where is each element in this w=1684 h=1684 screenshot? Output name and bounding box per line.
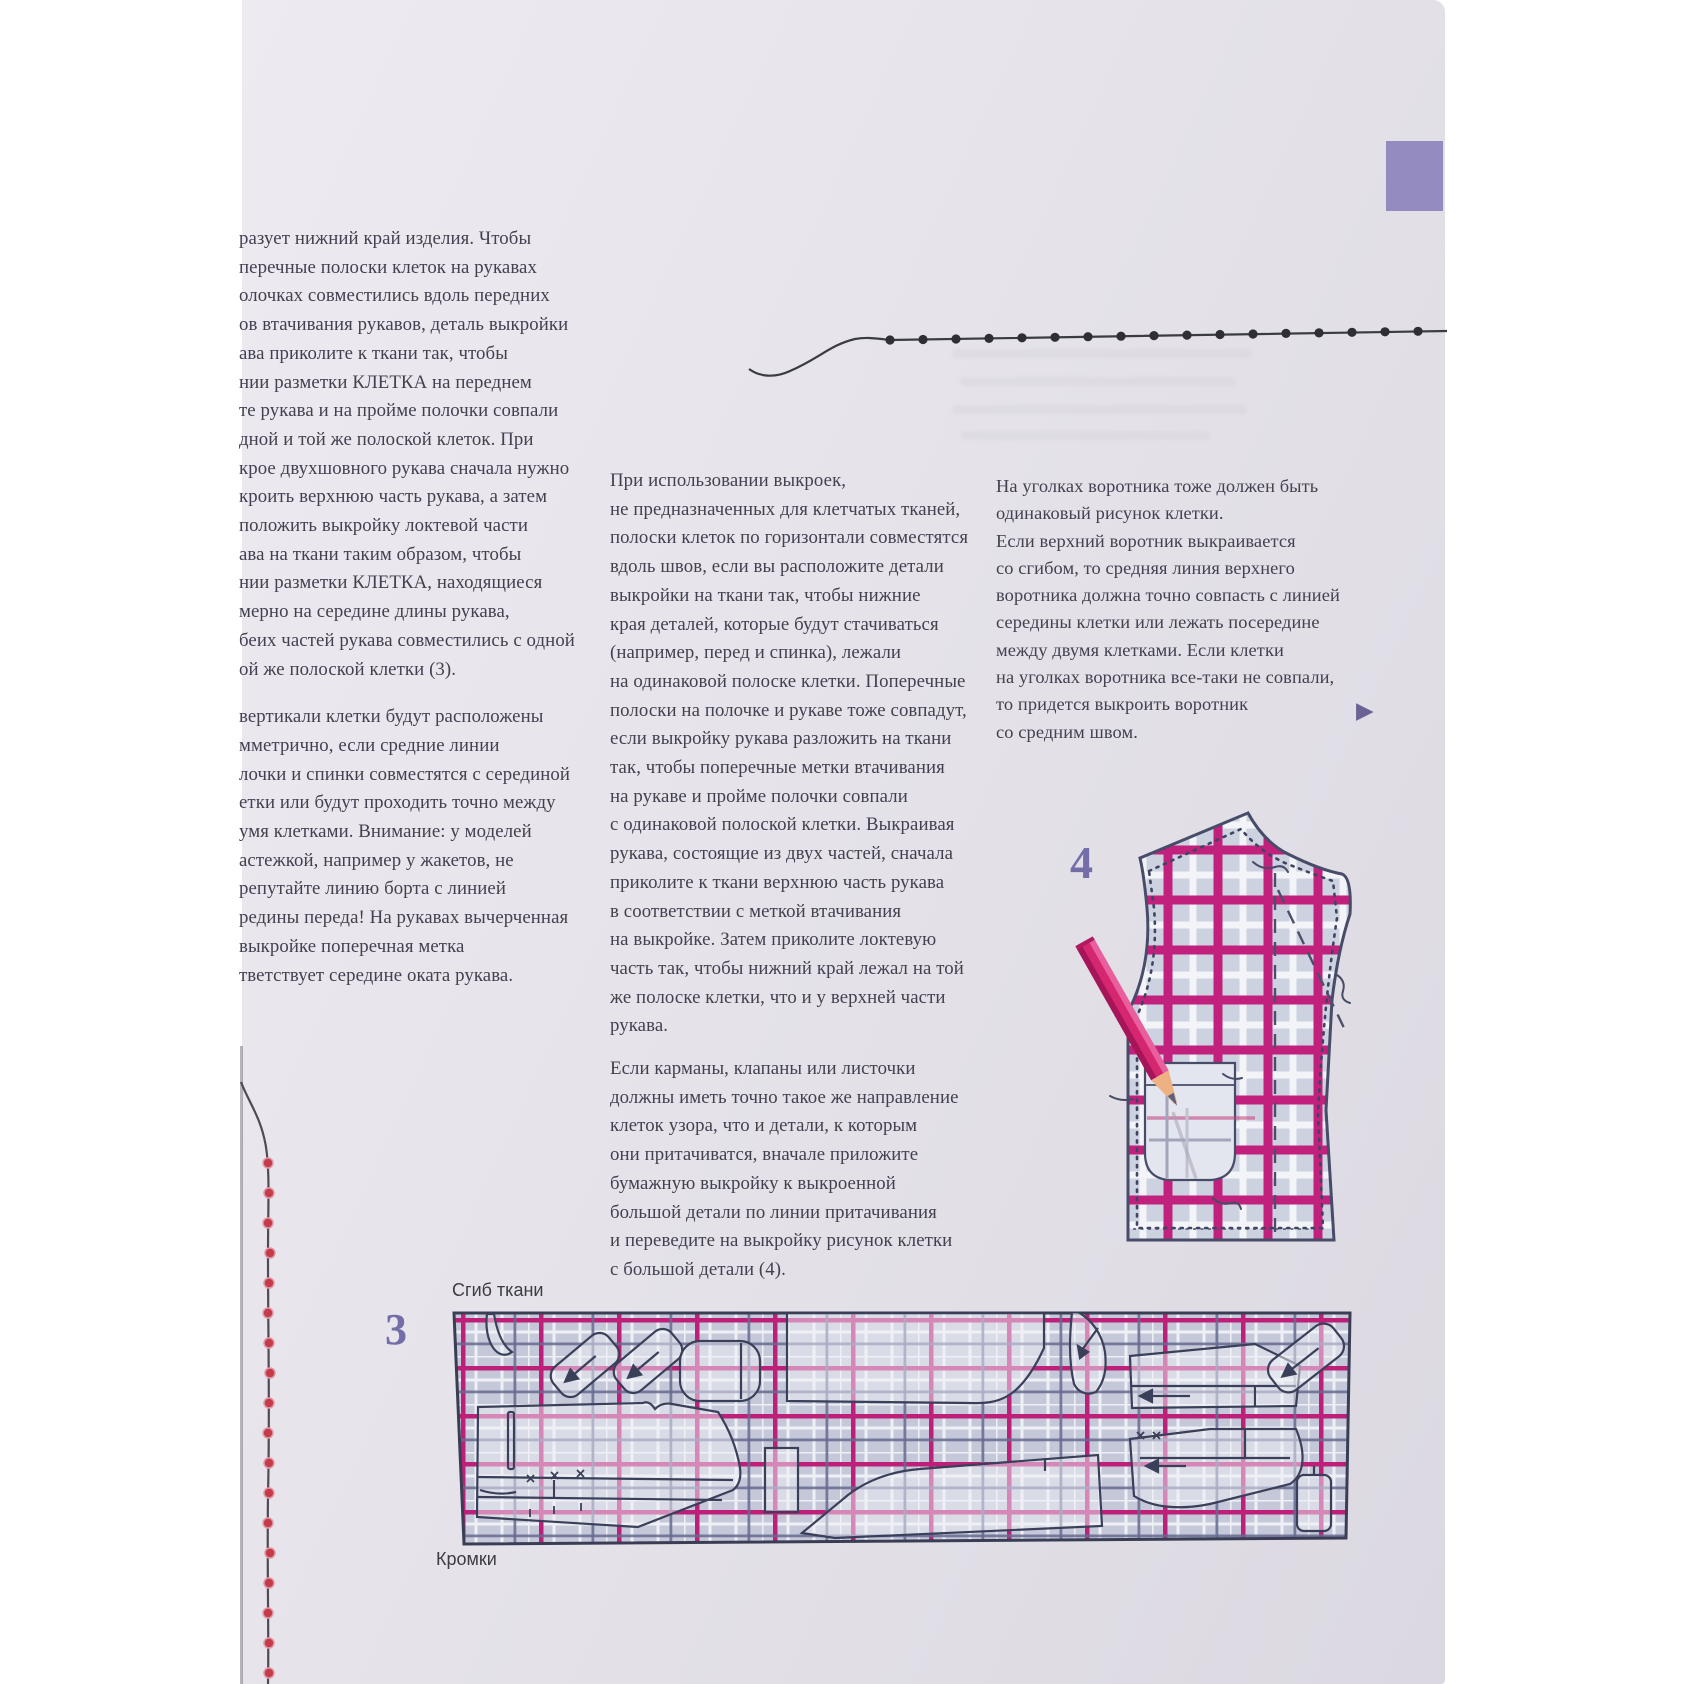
paragraph (610, 1055, 968, 1285)
text-line: со сгибом, то средняя линия верхнего (996, 557, 1295, 578)
figure4-number: 4 (1070, 837, 1093, 888)
text-line: дной и той же полоской клеток. При (239, 428, 534, 450)
text-line: лочки и спинки совместятся с серединой (239, 763, 571, 785)
text-line: на одинаковой полоске клетки. Поперечные (610, 670, 966, 692)
text-line: При использовании выкроек, (610, 470, 847, 491)
text-line: так, чтобы поперечные метки втачивания (610, 757, 945, 779)
text-line: Если карманы, клапаны или листочки (610, 1058, 916, 1080)
paragraph (239, 225, 575, 684)
text-line: редины переда! На рукавах вычерченная (239, 907, 569, 929)
text-line: не предназначенных для клетчатых тканей, (610, 498, 961, 520)
text-line: етки или будут проходить точно между (239, 792, 556, 814)
text-line: если выкройку рукава разложить на ткани (610, 728, 952, 750)
text-line: ов втачивания рукавов, деталь выкройки (239, 314, 569, 336)
text-line: ава на ткани таким образом, чтобы (239, 543, 522, 565)
text-line: нии разметки КЛЕТКА на переднем (239, 371, 532, 393)
figure3-selvage-label: Кромки (436, 1549, 497, 1569)
text-line: разует нижний край изделия. Чтобы (239, 228, 532, 249)
text-line: с одинаковой полоской клетки. Выкраивая (610, 814, 955, 836)
text-line: со средним швом. (996, 721, 1138, 742)
figure3-fold-label: Сгиб ткани (452, 1280, 544, 1300)
figure4-illustration (1015, 778, 1375, 1273)
text-line: полоски клеток по горизонтали совместятся (610, 527, 969, 549)
text-line: полоски на полочке и рукаве тоже совпадут, (610, 699, 967, 721)
text-line: с большой детали (4). (610, 1258, 786, 1280)
text-line: мметрично, если средние линии (239, 734, 500, 756)
text-line: выкройке поперечная метка (239, 935, 465, 957)
text-column-middle (610, 467, 968, 1285)
text-column-right (996, 473, 1340, 746)
stitch-line-top (690, 300, 1450, 395)
text-line: на рукаве и пройме полочки совпали (610, 785, 908, 807)
figure3-illustration (450, 1308, 1355, 1550)
text-line: кроить верхнюю часть рукава, а затем (239, 486, 548, 508)
text-line: они притачиватся, вначале приложите (610, 1144, 919, 1166)
text-line: выкройки на ткани так, чтобы нижние (610, 584, 921, 606)
paragraph (996, 473, 1340, 746)
text-line: те рукава и на пройме полочки совпали (239, 400, 559, 422)
text-line: же полоске клетки, что и у верхней части (610, 986, 946, 1008)
text-line: умя клетками. Внимание: у моделей (239, 821, 532, 843)
text-line: крое двухшовного рукава сначала нужно (239, 457, 570, 479)
text-line: часть так, чтобы нижний край лежал на той (610, 957, 964, 979)
text-line: края деталей, которые будут стачиваться (610, 613, 939, 635)
text-line: середины клетки или лежать посередине (996, 612, 1320, 633)
text-line: На уголках воротника тоже должен быть (996, 476, 1319, 496)
text-line: вертикали клетки будут расположены (239, 706, 544, 728)
figure3-number: 3 (385, 1305, 407, 1354)
text-line: на уголках воротника все-таки не совпали, (996, 667, 1335, 688)
bleedthrough-line (960, 431, 1210, 440)
text-line: Если верхний воротник выкраивается (996, 530, 1296, 551)
paragraph (610, 467, 968, 1041)
text-line: должны иметь точно такое же направление (610, 1086, 959, 1108)
text-line: большой детали по линии притачивания (610, 1201, 937, 1223)
text-line: положить выкройку локтевой части (239, 515, 529, 537)
text-line: рукава. (610, 1015, 669, 1037)
stitch-curve-left (225, 1055, 295, 1684)
text-line: в соответствии с меткой втачивания (610, 900, 902, 922)
text-line: беих частей рукава совместились с одной (239, 629, 575, 651)
text-line: ава приколите к ткани так, чтобы (239, 342, 508, 364)
text-line: между двумя клетками. Если клетки (996, 639, 1284, 660)
text-line: (например, перед и спинка), лежали (610, 642, 902, 664)
text-line: бумажную выкройку к выкроенной (610, 1172, 896, 1194)
text-line: ой же полоской клетки (3). (239, 658, 457, 680)
text-line: воротника должна точно совпасть с линией (996, 585, 1340, 606)
text-line: олочках совместились вдоль передних (239, 285, 550, 307)
text-line: тветствует середине оката рукава. (239, 964, 514, 986)
corner-accent-square (1386, 141, 1443, 211)
bleedthrough-line (952, 405, 1247, 414)
text-line: приколите к ткани верхнюю часть рукава (610, 871, 945, 893)
text-line: перечные полоски клеток на рукавах (239, 256, 537, 278)
text-line: одинаковый рисунок клетки. (996, 503, 1224, 524)
text-line: вдоль швов, если вы расположите детали (610, 556, 944, 578)
text-line: репутайте линию борта с линией (239, 878, 506, 900)
text-line: и переведите на выкройку рисунок клетки (610, 1230, 953, 1252)
paragraph (239, 703, 575, 990)
text-column-left (239, 225, 575, 990)
text-line: рукава, состоящие из двух частей, сначала (610, 843, 954, 865)
continue-arrow-icon: ▶ (1356, 698, 1374, 724)
text-line: астежкой, например у жакетов, не (239, 849, 514, 871)
text-line: нии разметки КЛЕТКА, находящиеся (239, 572, 543, 594)
text-line: на выкройке. Затем приколите локтевую (610, 929, 937, 951)
text-line: клеток узора, что и детали, к которым (610, 1115, 918, 1137)
text-line: мерно на середине длины рукава, (239, 601, 510, 623)
text-line: то придется выкроить воротник (996, 694, 1249, 715)
